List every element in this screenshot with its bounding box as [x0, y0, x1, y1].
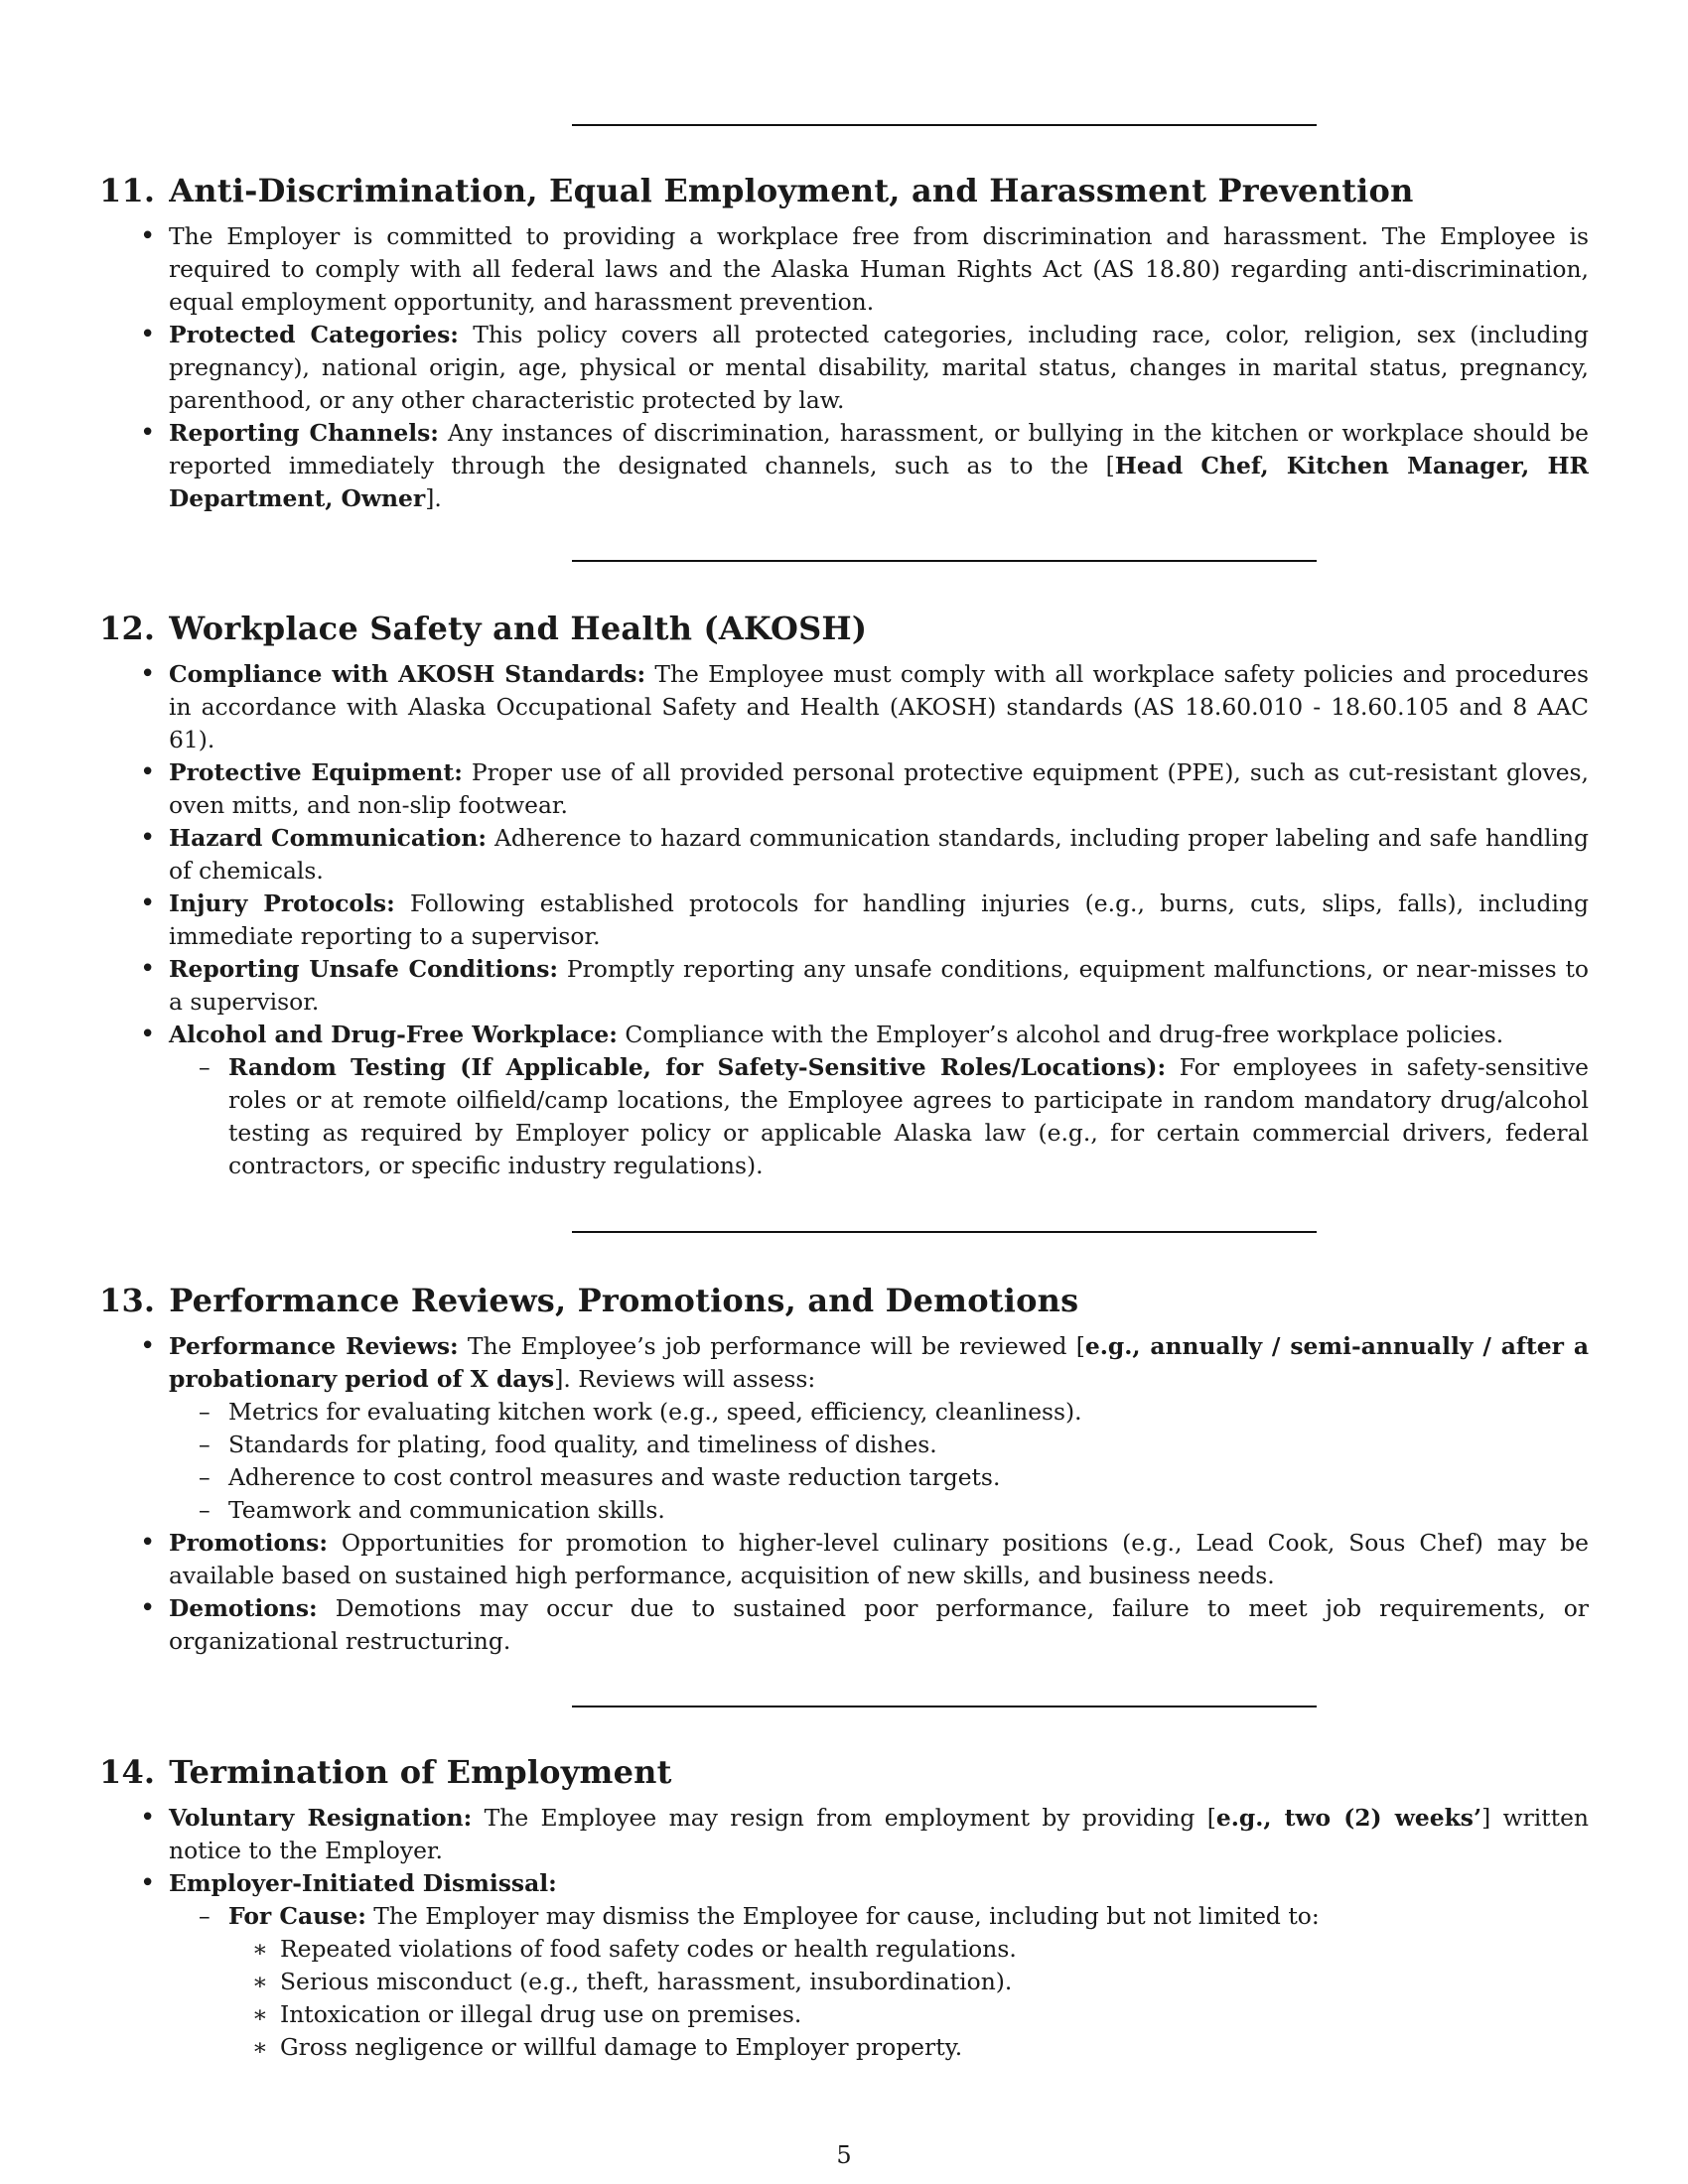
list-item [169, 1867, 1589, 2064]
section-number: 11. [99, 172, 156, 209]
item-text: The Employee may resign from employment by providing [ [472, 1804, 1216, 1832]
bullet-list [99, 1802, 1589, 2064]
sub-list-item: – Standards for plating, food quality, and timeliness of dishes. [228, 1429, 1589, 1461]
list-item [169, 953, 1589, 1019]
item-text-tail: ]. Reviews will assess: [554, 1365, 816, 1393]
section-number: 14. [99, 1753, 156, 1791]
item-label: Protective Equipment: [169, 758, 463, 786]
sub-list-item: – Teamwork and communication skills. [228, 1494, 1589, 1527]
sub-list [169, 1051, 1589, 1182]
list-item [169, 1527, 1589, 1592]
sub-sub-list [228, 1933, 1589, 2064]
section-14 [99, 1752, 1589, 2064]
placeholder-text: e.g., annually / semi-annually / after a probationary period of X days [169, 1332, 1589, 1393]
item-text: Proper use of all provided personal protective equipment (PPE), such as cut-resistant gloves, oven mitts, and non-slip footwear. [169, 758, 1589, 819]
item-label: Injury Protocols: [169, 889, 395, 917]
item-label: Reporting Unsafe Conditions: [169, 955, 559, 983]
list-item [169, 417, 1589, 515]
sub-list-item: – Metrics for evaluating kitchen work (e.g., speed, efficiency, cleanliness). [228, 1396, 1589, 1429]
list-item [169, 319, 1589, 417]
item-label: Random Testing (If Applicable, for Safety-Sensitive Roles/Locations): [228, 1053, 1167, 1081]
section-heading [99, 609, 1589, 648]
page-number: 5 [836, 2141, 852, 2169]
list-item [169, 1019, 1589, 1182]
section-title: Termination of Employment [169, 1753, 672, 1791]
section-heading [99, 171, 1589, 210]
bullet-list [99, 658, 1589, 1182]
item-text: Demotions may occur due to sustained poor performance, failure to meet job requirements, or organizational restructuring. [169, 1594, 1589, 1655]
item-label: Voluntary Resignation: [169, 1804, 473, 1832]
item-text: The Employer is committed to providing a workplace free from discrimination and harassment. The Employee is required to comply with all federal laws and the Alaska Human Rights Act (AS 18.80) regarding anti-discrimination, equal employment opportunity, and harassment prevention. [169, 222, 1589, 316]
list-item [169, 887, 1589, 953]
section-title: Performance Reviews, Promotions, and Demotions [169, 1282, 1079, 1319]
item-text-tail: ]. [425, 484, 442, 512]
item-text: Promptly reporting any unsafe conditions, equipment malfunctions, or near-misses to a supervisor. [169, 955, 1589, 1016]
sub-list-item: – Adherence to cost control measures and waste reduction targets. [228, 1461, 1589, 1494]
item-text: The Employee’s job performance will be reviewed [ [458, 1332, 1085, 1360]
placeholder-text: e.g., two (2) weeks’ [1215, 1804, 1482, 1832]
section-divider [572, 1231, 1317, 1233]
bullet-list [99, 1330, 1589, 1658]
item-label: Protected Categories: [169, 321, 459, 348]
item-text: The Employee must comply with all workplace safety policies and procedures in accordance with Alaska Occupational Safety and Health (AKOSH) standards (AS 18.60.010 - 18.60.105 and 8 AAC 61). [169, 660, 1590, 753]
item-label: Performance Reviews: [169, 1332, 459, 1360]
item-label: Demotions: [169, 1594, 318, 1622]
section-number: 13. [99, 1282, 156, 1319]
item-label: For Cause: [228, 1902, 366, 1930]
sub-list-item [228, 1051, 1589, 1182]
list-item [169, 1330, 1589, 1527]
item-label: Compliance with AKOSH Standards: [169, 660, 646, 688]
item-label: Promotions: [169, 1529, 328, 1557]
sub-sub-list-item: ∗ Serious misconduct (e.g., theft, harassment, insubordination). [280, 1966, 1589, 1998]
list-item [169, 1802, 1589, 1867]
bullet-list [99, 220, 1589, 515]
item-text: For employees in safety-sensitive roles or at remote oilfield/camp locations, the Employee agrees to participate in random mandatory drug/alcohol testing as required by Employer policy or applicable Alaska law (e.g., for certain commercial drivers, federal contractors, or specific industry regulations). [228, 1053, 1590, 1179]
item-label: Reporting Channels: [169, 419, 439, 447]
list-item [169, 756, 1589, 822]
sub-list [169, 1900, 1589, 2064]
sub-list-item [228, 1900, 1589, 2064]
list-item [169, 220, 1589, 319]
sub-list [169, 1396, 1589, 1527]
placeholder-text: Head Chef, Kitchen Manager, HR Department, Owner [169, 452, 1589, 512]
item-text: Opportunities for promotion to higher-level culinary positions (e.g., Lead Cook, Sous Chef) may be available based on sustained high performance, acquisition of new skills, and business needs. [169, 1529, 1589, 1589]
list-item [169, 822, 1589, 887]
sub-sub-list-item: ∗ Gross negligence or willful damage to Employer property. [280, 2031, 1589, 2064]
section-12 [99, 609, 1589, 1182]
section-heading [99, 1281, 1589, 1320]
item-text: Compliance with the Employer’s alcohol and drug-free workplace policies. [617, 1021, 1504, 1048]
list-item [169, 1592, 1589, 1658]
item-text: Any instances of discrimination, harassment, or bullying in the kitchen or workplace should be reported immediately through the designated channels, such as to the [ [169, 419, 1589, 479]
document-page [99, 0, 1589, 2184]
sub-sub-list-item: ∗ Repeated violations of food safety codes or health regulations. [280, 1933, 1589, 1966]
item-text: This policy covers all protected categories, including race, color, religion, sex (including pregnancy), national origin, age, physical or mental disability, marital status, changes in marital status, pregnancy, parenthood, or any other characteristic protected by law. [169, 321, 1590, 414]
section-11 [99, 171, 1589, 515]
section-divider [572, 560, 1317, 562]
section-divider [572, 1706, 1317, 1707]
item-text: The Employer may dismiss the Employee for cause, including but not limited to: [365, 1902, 1320, 1930]
item-label: Employer-Initiated Dismissal: [169, 1869, 557, 1897]
section-heading [99, 1752, 1589, 1792]
section-number: 12. [99, 610, 156, 647]
section-13 [99, 1281, 1589, 1658]
item-label: Alcohol and Drug-Free Workplace: [169, 1021, 618, 1048]
section-title: Workplace Safety and Health (AKOSH) [169, 610, 868, 647]
item-text-tail: ] written notice to the Employer. [169, 1804, 1589, 1864]
item-label: Hazard Communication: [169, 824, 487, 852]
section-title: Anti-Discrimination, Equal Employment, and Harassment Prevention [169, 172, 1414, 209]
item-text: Following established protocols for handling injuries (e.g., burns, cuts, slips, falls), including immediate reporting to a supervisor. [169, 889, 1589, 950]
list-item [169, 658, 1589, 756]
sub-sub-list-item: ∗ Intoxication or illegal drug use on premises. [280, 1998, 1589, 2031]
item-text: Adherence to hazard communication standards, including proper labeling and safe handling of chemicals. [169, 824, 1589, 885]
section-divider [572, 124, 1317, 126]
